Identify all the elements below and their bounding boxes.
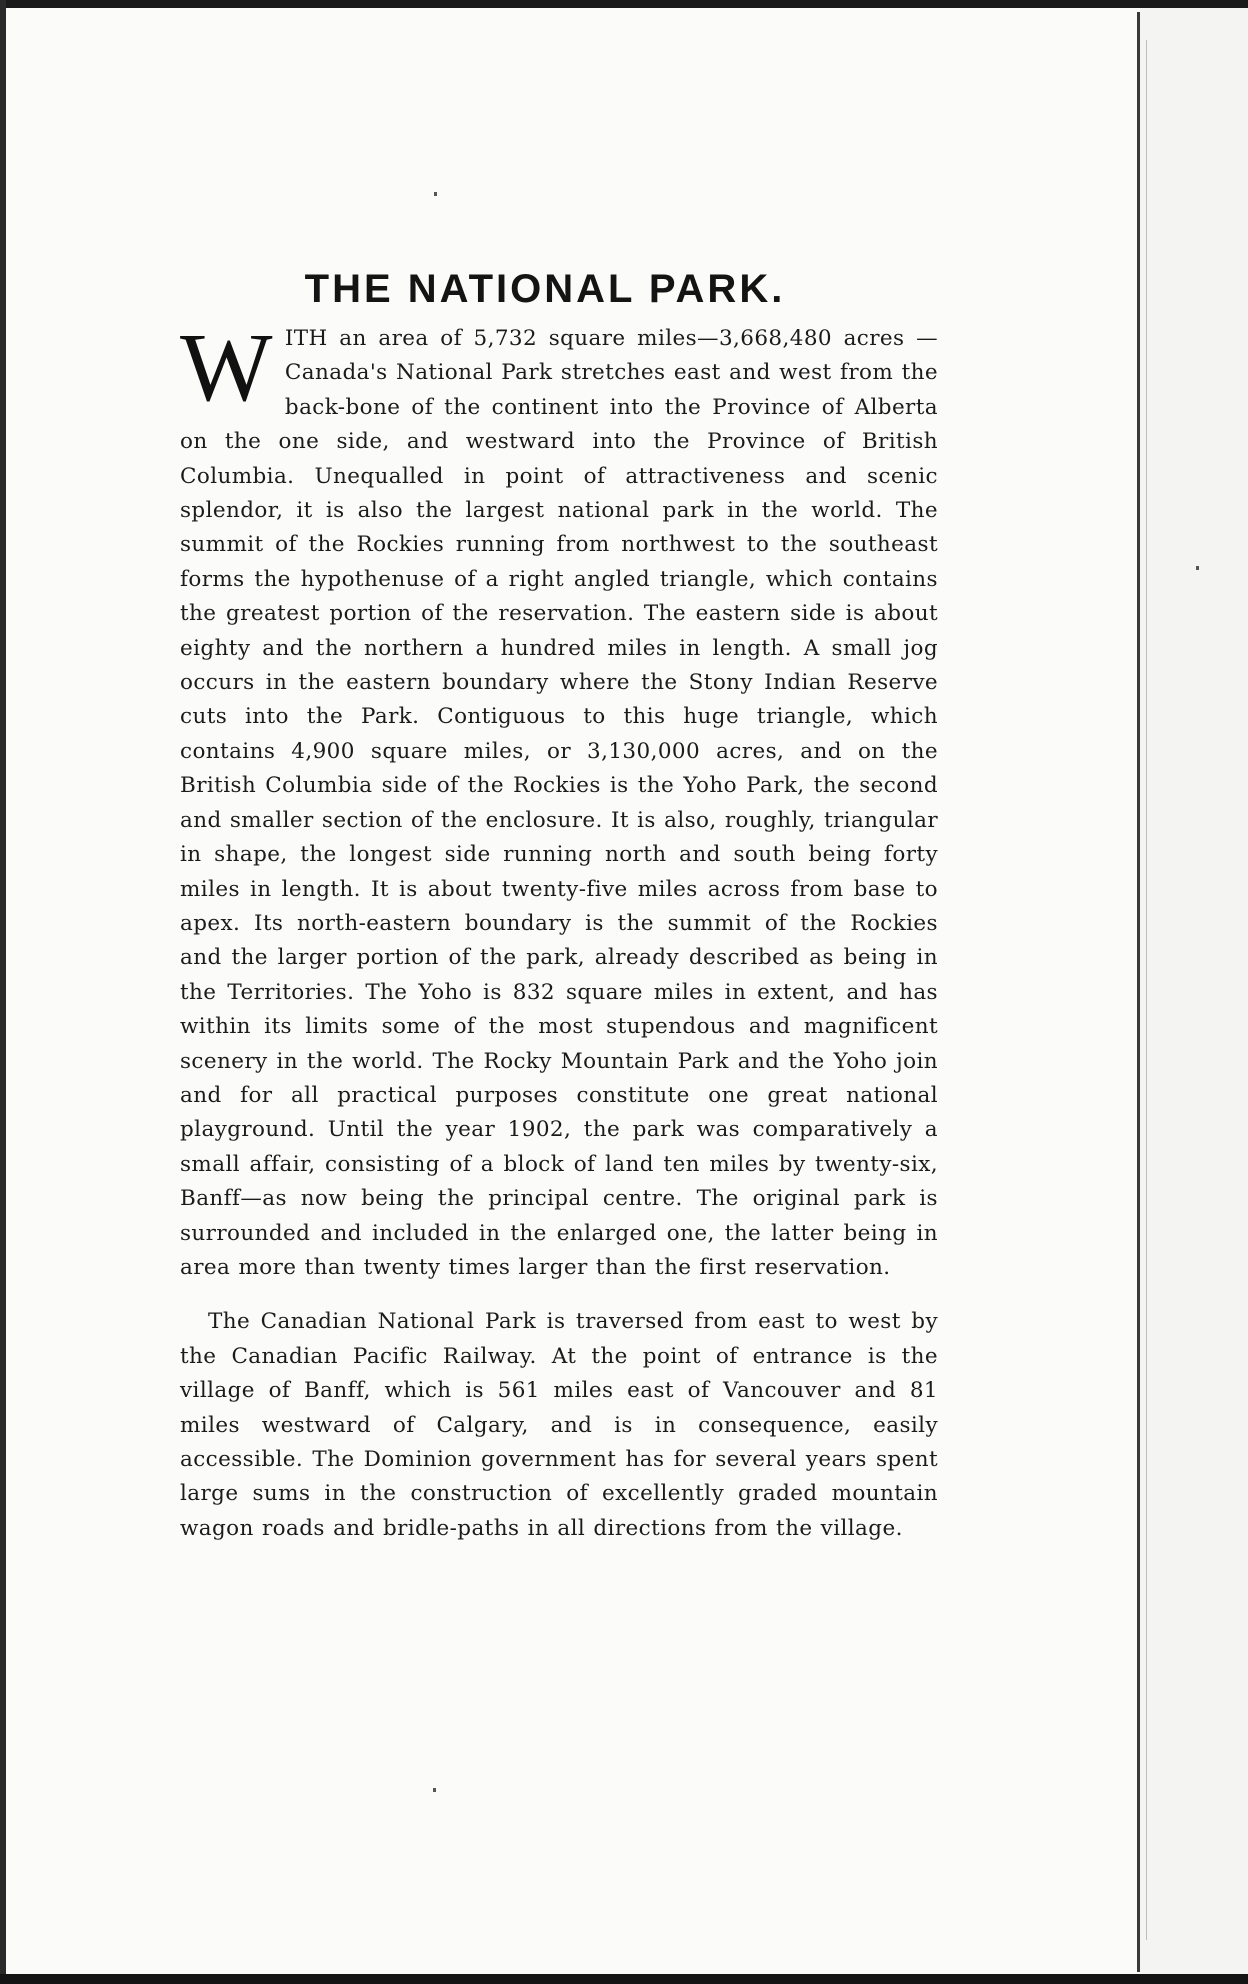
paragraph-1-text: ITH an area of 5,732 square miles—3,668,480 acres —Canada's National Park stretches east and west from the back-bone of the continent into the Province of Alberta on the one side, and westward into the Province of British Columbia. Unequalled in point of attractiveness and scenic splendor, it is also the largest national park in the world. The summit of the Rockies running from northwest to the southeast forms the hypothenuse of a right angled triangle, which contains the greatest portion of the reservation. The eastern side is about eighty and the northern a hundred miles in length. A small jog occurs in the eastern boundary where the Stony Indian Reserve cuts into the Park. Contiguous to this huge triangle, which contains 4,900 square miles, or 3,130,000 acres, and on the British Columbia side of the Rockies is the Yoho Park, the second and smaller section of the enclosure. It is also, roughly, triangular in shape, the longest side running north and south being forty miles in length. It is about twenty-five miles across from base to apex. Its north-eastern boundary is the summit of the Rockies and the larger portion of the park, already described as being in the Territories. The Yoho is 832 square miles in extent, and has within its limits some of the most stupendous and magnificent scenery in the world. The Rocky Mountain Park and the Yoho join and for all practical purposes constitute one great national playground. Until the year 1902, the park was comparatively a small affair, consisting of a block of land ten miles by twenty-six, Banff—as now being the principal centre. The original park is surrounded and included in the enlarged one, the latter being in area more than twenty times larger than the first reservation.: [180, 326, 938, 1280]
page-fold-shadow: [1146, 40, 1147, 1940]
scan-edge-top: [0, 0, 1248, 8]
facing-page-margin: [1140, 8, 1248, 1974]
paragraph-2: The Canadian National Park is traversed from east to west by the Canadian Pacific Railway. At the point of entrance is the village of Banff, which is 561 miles east of Vancouver and 81 miles westward of Calgary, and is in consequence, easily accessible. The Dominion government has for several years spent large sums in the construction of excellently graded mountain wagon roads and bridle-paths in all directions from the village.: [180, 1309, 938, 1541]
page-title: THE NATIONAL PARK.: [304, 266, 786, 311]
speck-mark: [434, 192, 437, 196]
paragraph-1: [180, 314, 938, 1285]
article-body: [180, 314, 938, 1546]
scan-edge-left: [0, 0, 6, 1984]
speck-mark: [433, 1788, 436, 1792]
page-fold-line: [1137, 12, 1140, 1972]
speck-mark: [1196, 566, 1199, 570]
scan-edge-bottom: [0, 1974, 1248, 1984]
drop-cap: W: [180, 314, 273, 422]
